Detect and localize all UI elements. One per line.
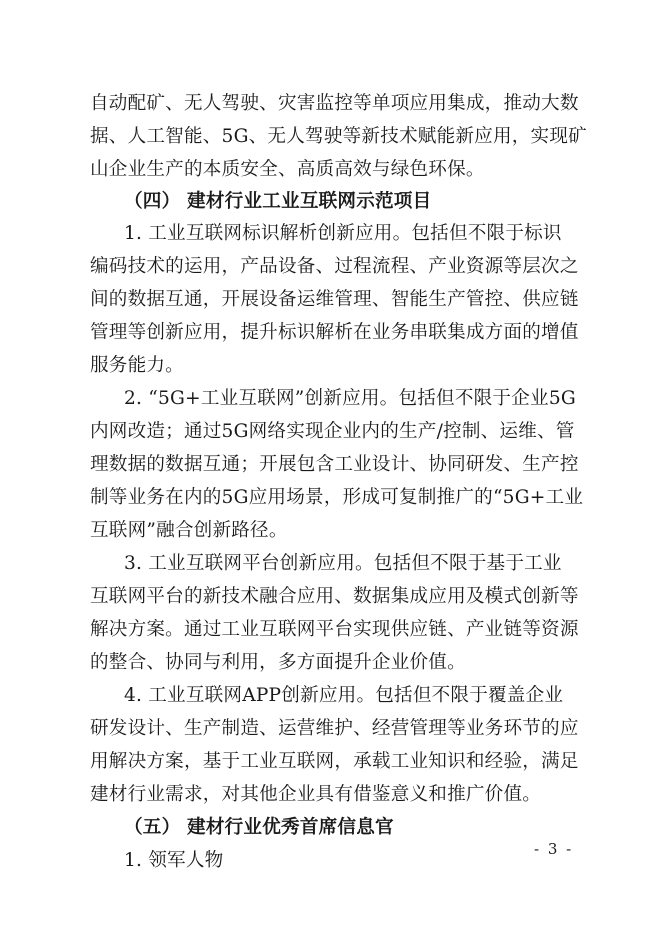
page-number: - 3 - — [534, 840, 574, 858]
item-1-line-5: 服务能力。 — [90, 355, 184, 376]
item-3-line-3: 解决方案。通过工业互联网平台实现供应链、产业链等资源 — [90, 619, 579, 640]
subheading-leader: 1. 领军人物 — [124, 850, 224, 871]
item-1-line-3: 间的数据互通，开展设备运维管理、智能生产管控、供应链 — [90, 289, 579, 310]
body-line-1: 自动配矿、无人驾驶、灾害监控等单项应用集成，推动大数 — [90, 93, 579, 114]
item-3-line-4: 的整合、协同与利用，多方面提升企业价值。 — [90, 652, 466, 673]
item-4-line-4: 建材行业需求，对其他企业具有借鉴意义和推广价值。 — [90, 784, 542, 805]
item-2-line-1: 2. “5G+工业互联网”创新应用。包括但不限于企业5G — [124, 388, 576, 409]
item-2-line-3: 理数据的数据互通；开展包含工业设计、协同研发、生产控 — [90, 454, 579, 475]
body-line-2: 据、人工智能、5G、无人驾驶等新技术赋能新应用，实现矿 — [90, 126, 587, 147]
item-4-line-2: 研发设计、生产制造、运营维护、经营管理等业务环节的应 — [90, 718, 579, 739]
item-1-line-2: 编码技术的运用，产品设备、过程流程、产业资源等层次之 — [90, 256, 579, 277]
item-4-line-3: 用解决方案，基于工业互联网，承载工业知识和经验，满足 — [90, 751, 579, 772]
item-3-line-2: 互联网平台的新技术融合应用、数据集成应用及模式创新等 — [90, 586, 579, 607]
item-2-line-5: 互联网”融合创新路径。 — [90, 520, 288, 541]
item-3-line-1: 3. 工业互联网平台创新应用。包括但不限于基于工业 — [124, 553, 562, 574]
item-2-line-4: 制等业务在内的5G应用场景，形成可复制推广的“5G+工业 — [90, 487, 584, 508]
item-4-line-1: 4. 工业互联网APP创新应用。包括但不限于覆盖企业 — [124, 685, 564, 706]
section-heading-4: （四） 建材行业工业互联网示范项目 — [124, 191, 432, 212]
item-1-line-4: 管理等创新应用，提升标识解析在业务串联集成方面的增值 — [90, 322, 579, 343]
section-heading-5: （五） 建材行业优秀首席信息官 — [124, 817, 394, 838]
item-2-line-2: 内网改造；通过5G网络实现企业内的生产/控制、运维、管 — [90, 421, 575, 442]
item-1-line-1: 1. 工业互联网标识解析创新应用。包括但不限于标识 — [124, 223, 562, 244]
body-line-3: 山企业生产的本质安全、高质高效与绿色环保。 — [90, 159, 485, 180]
